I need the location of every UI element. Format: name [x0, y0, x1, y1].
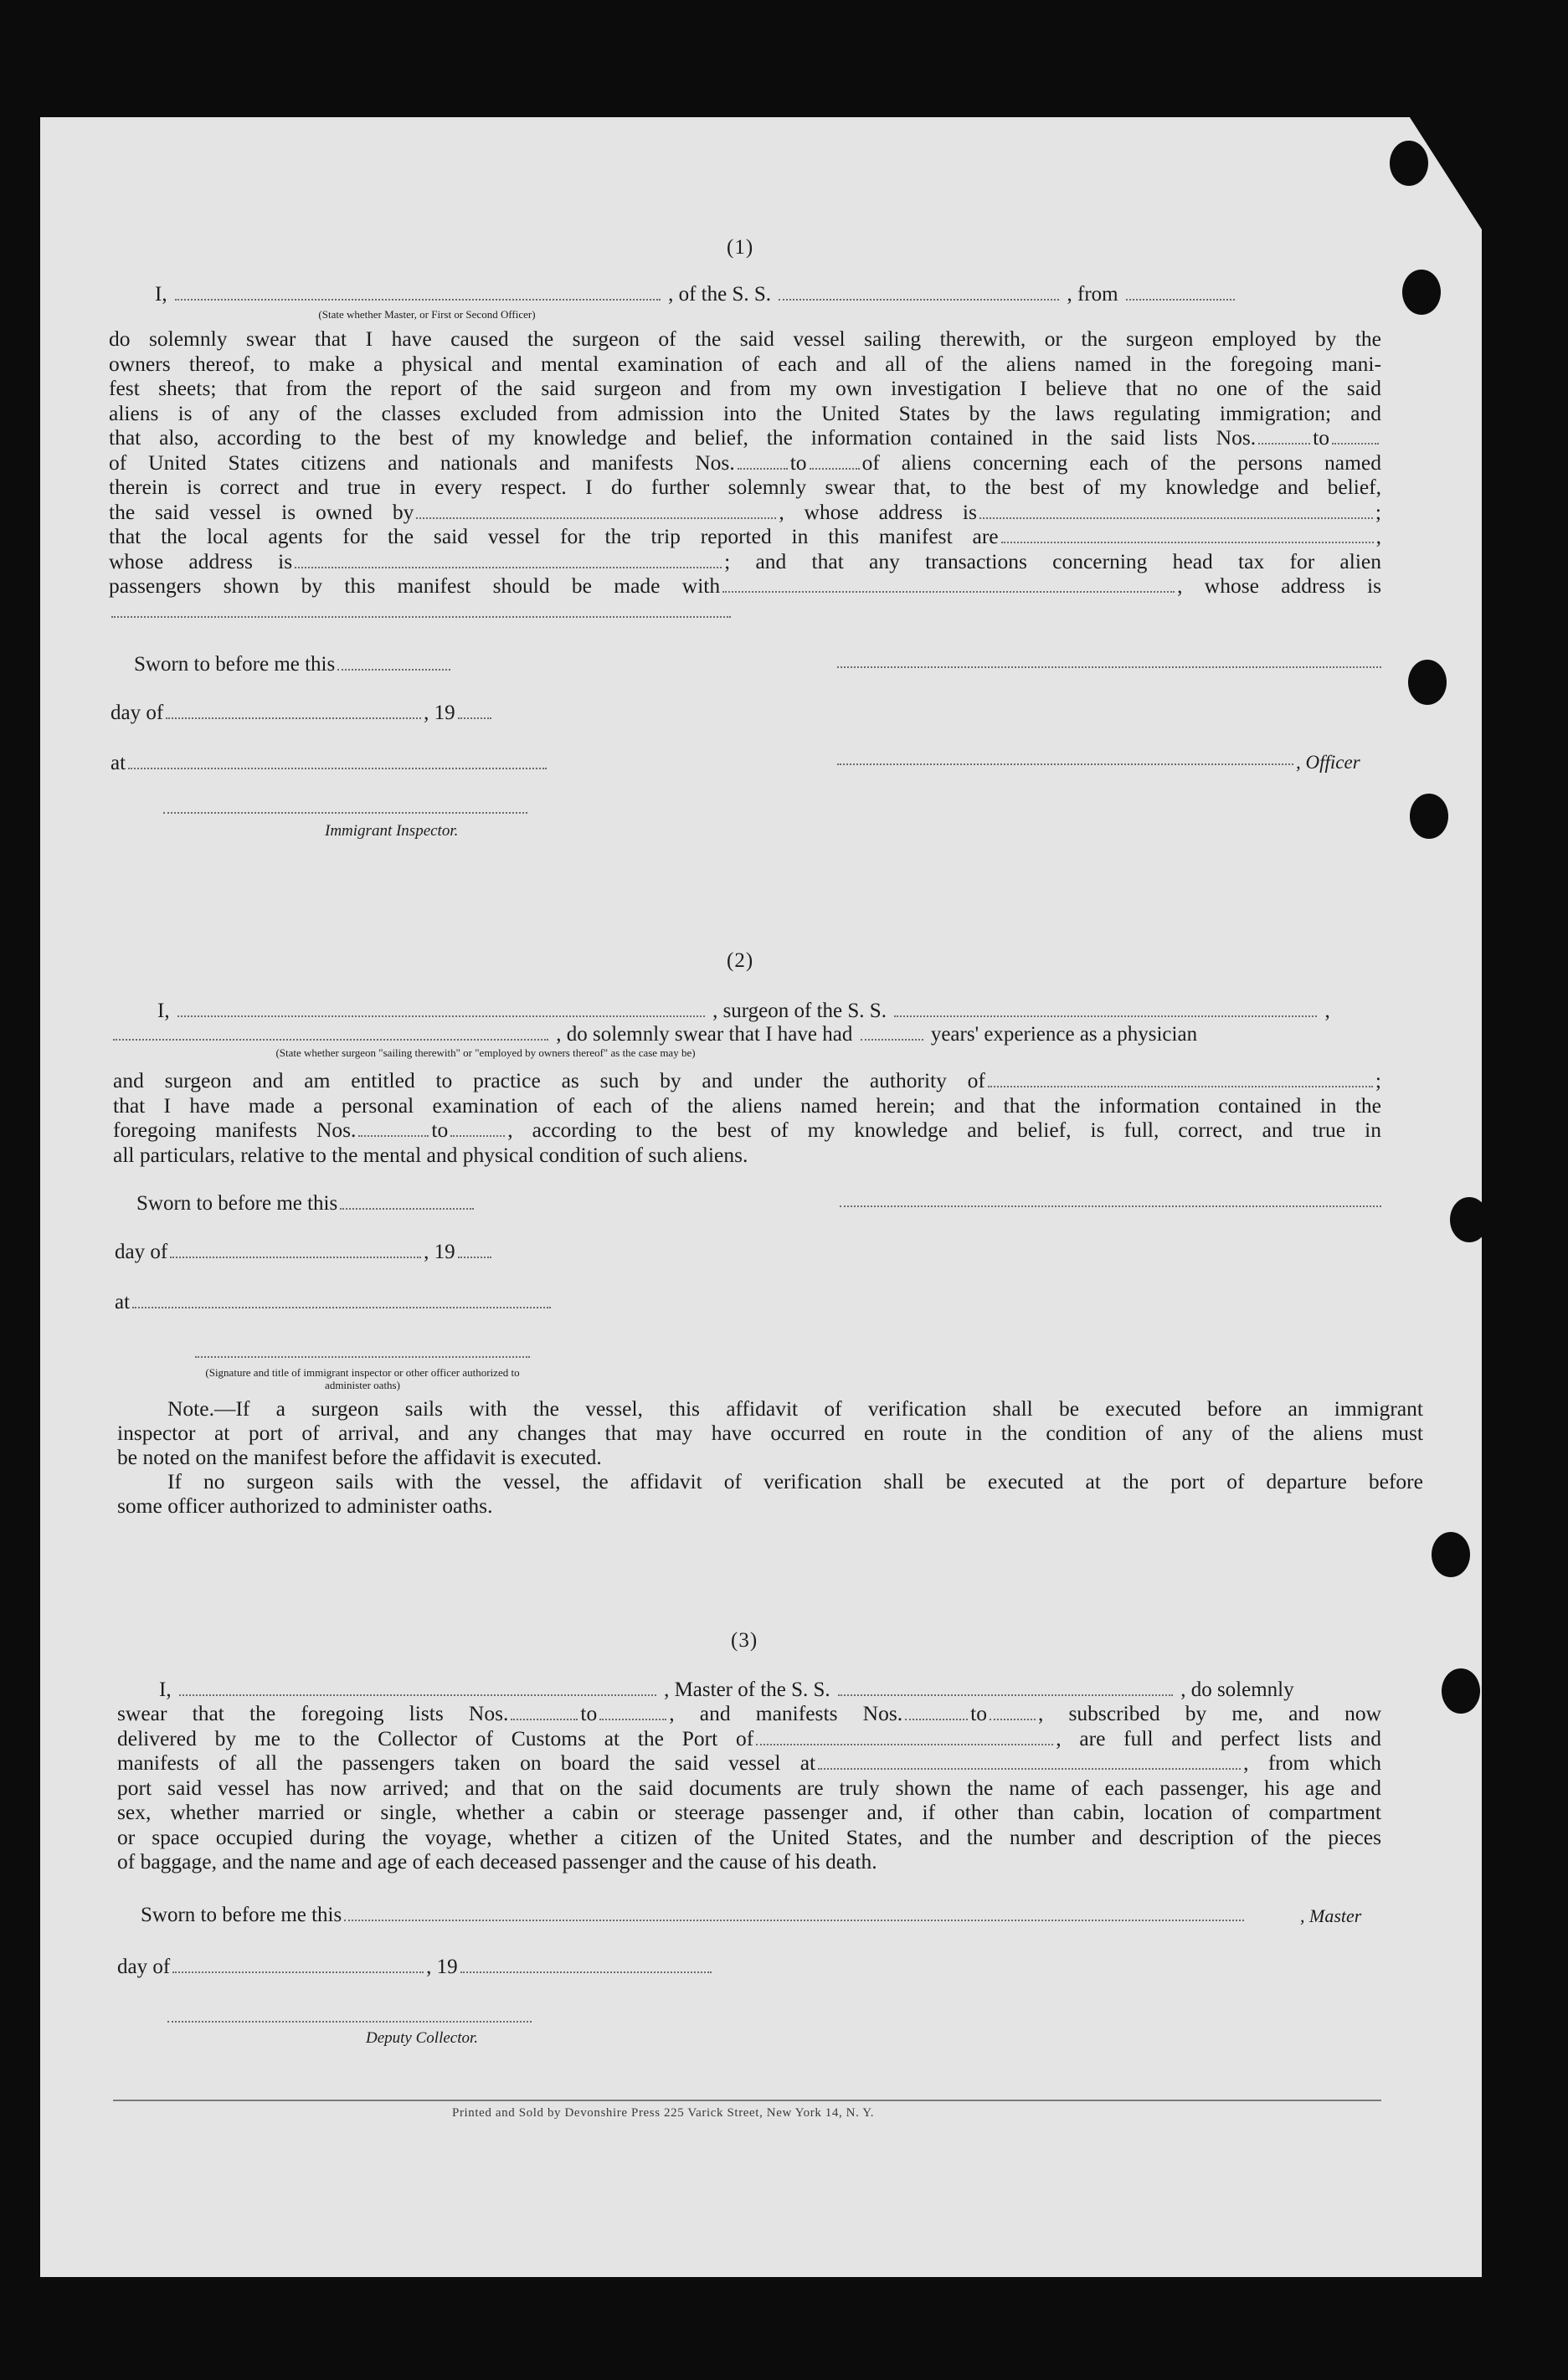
- officer-note: (State whether Master, or First or Second Officer): [318, 308, 536, 321]
- s3-text-line: of baggage, and the name and age of each deceased passenger and the cause of his death.: [117, 1849, 877, 1874]
- s3-master-label: , Master: [1300, 1905, 1362, 1926]
- s2-day-of: day of , 19: [115, 1241, 494, 1264]
- section-3-body: [117, 1701, 1381, 1874]
- agents-field[interactable]: [1001, 528, 1374, 543]
- s1-inspector-label: Immigrant Inspector.: [325, 822, 459, 840]
- s2-manifests-line: foregoing manifests Nos. to , according to the best of my knowledge and belief, is full, correct, and true in: [113, 1118, 1381, 1142]
- s1-officer-line[interactable]: [837, 763, 1293, 765]
- binder-hole: [1410, 794, 1448, 839]
- section-3-number: (3): [731, 1629, 758, 1652]
- section-2-note: [117, 1396, 1423, 1518]
- s2-authority-line: and surgeon and am entitled to practice as such by and under the authority of ;: [113, 1068, 1381, 1092]
- s3-lists-to-field[interactable]: [599, 1705, 666, 1720]
- binder-hole: [1432, 1532, 1470, 1577]
- s3-vessel-field[interactable]: [838, 1681, 1173, 1696]
- s3-month-field[interactable]: [172, 1958, 424, 1973]
- s1-passengers-line: passengers shown by this manifest should be made with , whose address is: [109, 573, 1381, 598]
- s3-manifests-to-field[interactable]: [990, 1705, 1036, 1720]
- head-tax-field[interactable]: [722, 578, 1175, 593]
- s1-last-line: [109, 599, 1381, 624]
- manifests-to-field[interactable]: [810, 455, 860, 470]
- s2-manifests-from-field[interactable]: [358, 1122, 429, 1137]
- section-2-body: [113, 1068, 1381, 1167]
- s2-line2: , do solemnly swear that I have had years' experience as a physician: [111, 1023, 1197, 1046]
- s1-year-field[interactable]: [458, 704, 491, 719]
- s3-port-line: delivered by me to the Collector of Customs at the Port of , are full and perfect lists and: [117, 1725, 1381, 1750]
- s2-month-field[interactable]: [170, 1243, 421, 1258]
- printer-footer: Printed and Sold by Devonshire Press 225 Varick Street, New York 14, N. Y.: [452, 2106, 875, 2120]
- note-line: inspector at port of arrival, and any changes that may have occurred en route in the condition of any of the aliens must: [117, 1421, 1423, 1445]
- s3-line1: I, , Master of the S. S. , do solemnly: [159, 1678, 1294, 1701]
- s3-day-of: day of , 19: [117, 1956, 714, 1979]
- s1-owned-line: the said vessel is owned by , whose address is ;: [109, 499, 1382, 524]
- note2-line: some officer authorized to administer oaths.: [117, 1493, 493, 1518]
- s1-citizens-line: of United States citizens and nationals and manifests Nos. to of aliens concerning each of the persons named: [109, 450, 1381, 475]
- surgeon-note: (State whether surgeon "sailing therewith" or "employed by owners thereof" as the case may be): [275, 1046, 696, 1059]
- s1-officer-label: , Officer: [1296, 752, 1360, 773]
- s3-text-line: port said vessel has now arrived; and that on the said documents are truly shown the name of each passenger, his age and: [117, 1775, 1381, 1800]
- binder-hole: [1390, 141, 1428, 186]
- s1-text-line: aliens is of any of the classes excluded from admission into the United States by the laws regulating immigration; and: [109, 400, 1381, 425]
- s1-lists-line: that also, according to the best of my knowledge and belief, the information contained in the said lists Nos. to: [109, 425, 1381, 450]
- s1-address-line: whose address is ; and that any transactions concerning head tax for alien: [109, 548, 1381, 573]
- s1-text-line: owners thereof, to make a physical and mental examination of each and all of the aliens named in the foregoing mani-: [109, 351, 1381, 376]
- s3-sworn: Sworn to before me this: [141, 1904, 1247, 1927]
- section-1-number: (1): [727, 236, 754, 259]
- note-line: Note.—If a surgeon sails with the vessel, this affidavit of verification shall be executed before an immigrant: [167, 1396, 1423, 1421]
- s3-lists-line: swear that the foregoing lists Nos. to , and manifests Nos. to , subscribed by me, and now: [117, 1701, 1381, 1725]
- signature-note: (Signature and title of immigrant inspector or other officer authorized to administer oaths): [205, 1366, 520, 1391]
- binder-hole: [1408, 660, 1447, 705]
- officer-name-field[interactable]: [175, 285, 661, 301]
- vessel-name-field[interactable]: [779, 285, 1059, 301]
- lists-to-field[interactable]: [1332, 429, 1379, 445]
- s2-line1: I, , surgeon of the S. S. ,: [157, 1000, 1330, 1022]
- years-experience-field[interactable]: [861, 1026, 923, 1041]
- binder-hole: [1442, 1668, 1480, 1714]
- s2-sworn-day-field[interactable]: [340, 1195, 474, 1210]
- head-tax-address-field[interactable]: [111, 603, 731, 618]
- section-1-body: [109, 326, 1381, 623]
- s1-inspector-line[interactable]: [163, 812, 527, 814]
- note2-line: If no surgeon sails with the vessel, the affidavit of verification shall be executed at the port of departure before: [167, 1469, 1423, 1493]
- s1-at: at: [111, 752, 549, 775]
- binder-hole: [1450, 1197, 1488, 1242]
- s2-at-field[interactable]: [132, 1293, 551, 1308]
- agents-address-field[interactable]: [295, 553, 722, 568]
- s1-sworn: Sworn to before me this: [134, 653, 453, 676]
- s3-collector-line[interactable]: [167, 2021, 532, 2023]
- s3-year-field[interactable]: [460, 1958, 712, 1973]
- s1-text-line: do solemnly swear that I have caused the surgeon of the said vessel sailing therewith, or the surgeon employed by the: [109, 326, 1381, 351]
- boarding-port-field[interactable]: [818, 1755, 1241, 1770]
- owner-address-field[interactable]: [979, 504, 1373, 519]
- s1-text-line: therein is correct and true in every respect. I do further solemnly swear that, to the best of my knowledge and belief,: [109, 475, 1381, 499]
- departure-port-field[interactable]: [1126, 285, 1235, 301]
- s1-sworn-day-field[interactable]: [337, 655, 450, 671]
- authority-field[interactable]: [988, 1072, 1373, 1087]
- s1-at-field[interactable]: [128, 754, 547, 769]
- s3-lists-from-field[interactable]: [511, 1705, 578, 1720]
- s1-line1: I, , of the S. S. , from: [155, 283, 1381, 306]
- s3-text-line: or space occupied during the voyage, whether a citizen of the United States, and the number and description of the pieces: [117, 1824, 1381, 1849]
- s1-day-of: day of , 19: [111, 702, 494, 725]
- s1-officer-signature-line[interactable]: [837, 666, 1381, 668]
- s2-at: at: [115, 1291, 553, 1314]
- footer-rule: [113, 2100, 1381, 2101]
- master-name-field[interactable]: [179, 1681, 656, 1696]
- s3-sworn-day-field[interactable]: [344, 1906, 1244, 1921]
- arrival-port-field[interactable]: [756, 1730, 1053, 1745]
- s3-board-line: manifests of all the passengers taken on board the said vessel at , from which: [117, 1750, 1382, 1775]
- surgeon-type-field[interactable]: [113, 1026, 548, 1041]
- s2-text-line: that I have made a personal examination of each of the aliens named herein; and that the information contained in the: [113, 1092, 1381, 1118]
- s3-collector-label: Deputy Collector.: [366, 2029, 479, 2047]
- s1-agents-line: that the local agents for the said vessel for the trip reported in this manifest are ,: [109, 524, 1381, 548]
- manifests-from-field[interactable]: [738, 455, 788, 470]
- lists-from-field[interactable]: [1258, 429, 1310, 445]
- s3-manifests-from-field[interactable]: [905, 1705, 968, 1720]
- owner-field[interactable]: [416, 504, 776, 519]
- s2-manifests-to-field[interactable]: [450, 1122, 505, 1137]
- s2-vessel-field[interactable]: [894, 1002, 1317, 1017]
- surgeon-name-field[interactable]: [177, 1002, 705, 1017]
- section-2-number: (2): [727, 949, 754, 972]
- note-line: be noted on the manifest before the affidavit is executed.: [117, 1445, 602, 1469]
- s2-text-line: all particulars, relative to the mental and physical condition of such aliens.: [113, 1142, 748, 1167]
- s2-signature-line[interactable]: [840, 1205, 1381, 1207]
- s2-inspector-line[interactable]: [195, 1356, 530, 1358]
- s1-month-field[interactable]: [166, 704, 421, 719]
- binder-hole: [1402, 270, 1441, 315]
- s2-sworn: Sworn to before me this: [136, 1192, 476, 1216]
- s1-text-line: fest sheets; that from the report of the said surgeon and from my own investigation I believe that no one of the said: [109, 376, 1381, 400]
- s2-year-field[interactable]: [458, 1243, 491, 1258]
- s3-text-line: sex, whether married or single, whether a cabin or steerage passenger and, if other than cabin, location of compartment: [117, 1800, 1381, 1824]
